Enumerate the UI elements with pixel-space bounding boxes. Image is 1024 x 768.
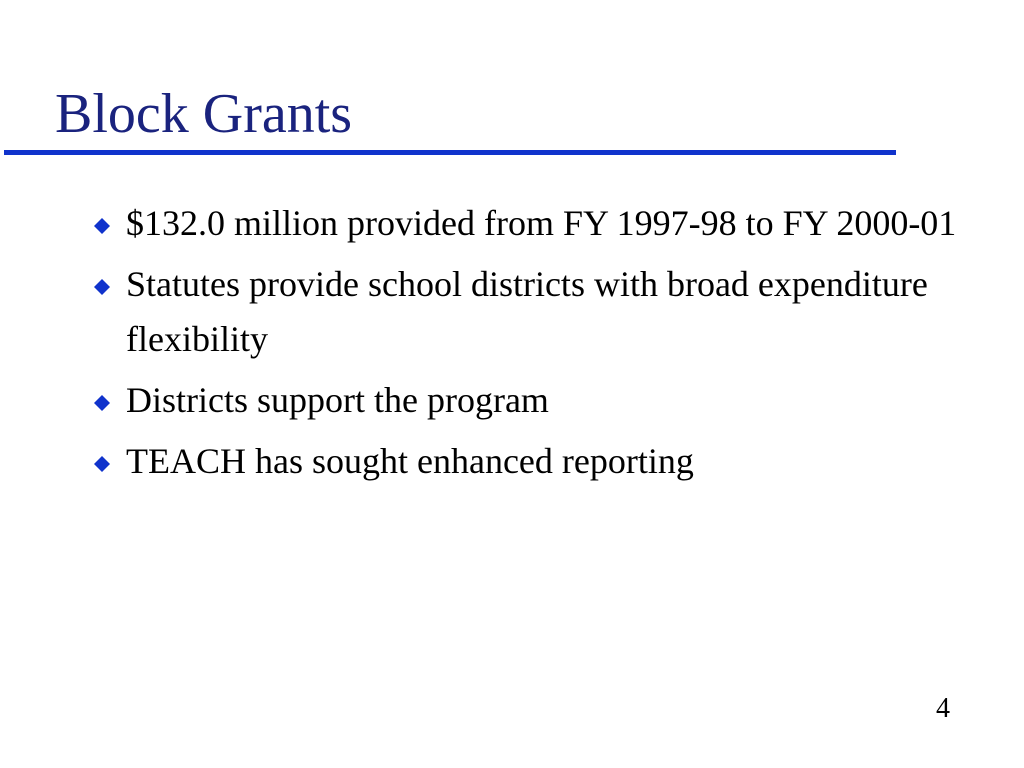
bullet-text: Statutes provide school districts with broad expenditure flexibility	[126, 264, 928, 359]
title-underline	[4, 150, 896, 155]
bullet-text: Districts support the program	[126, 380, 549, 420]
bullet-item	[92, 434, 972, 489]
bullet-text: TEACH has sought enhanced reporting	[126, 441, 694, 481]
diamond-icon	[94, 456, 110, 472]
page-number: 4	[936, 693, 950, 724]
bullet-item	[92, 196, 972, 251]
diamond-icon	[94, 279, 110, 295]
diamond-icon	[94, 395, 110, 411]
bullet-item	[92, 257, 972, 367]
bullet-list	[92, 196, 972, 495]
slide-title: Block Grants	[55, 83, 353, 145]
bullet-text: $132.0 million provided from FY 1997-98 to FY 2000-01	[126, 203, 957, 243]
bullet-item	[92, 373, 972, 428]
diamond-icon	[94, 218, 110, 234]
